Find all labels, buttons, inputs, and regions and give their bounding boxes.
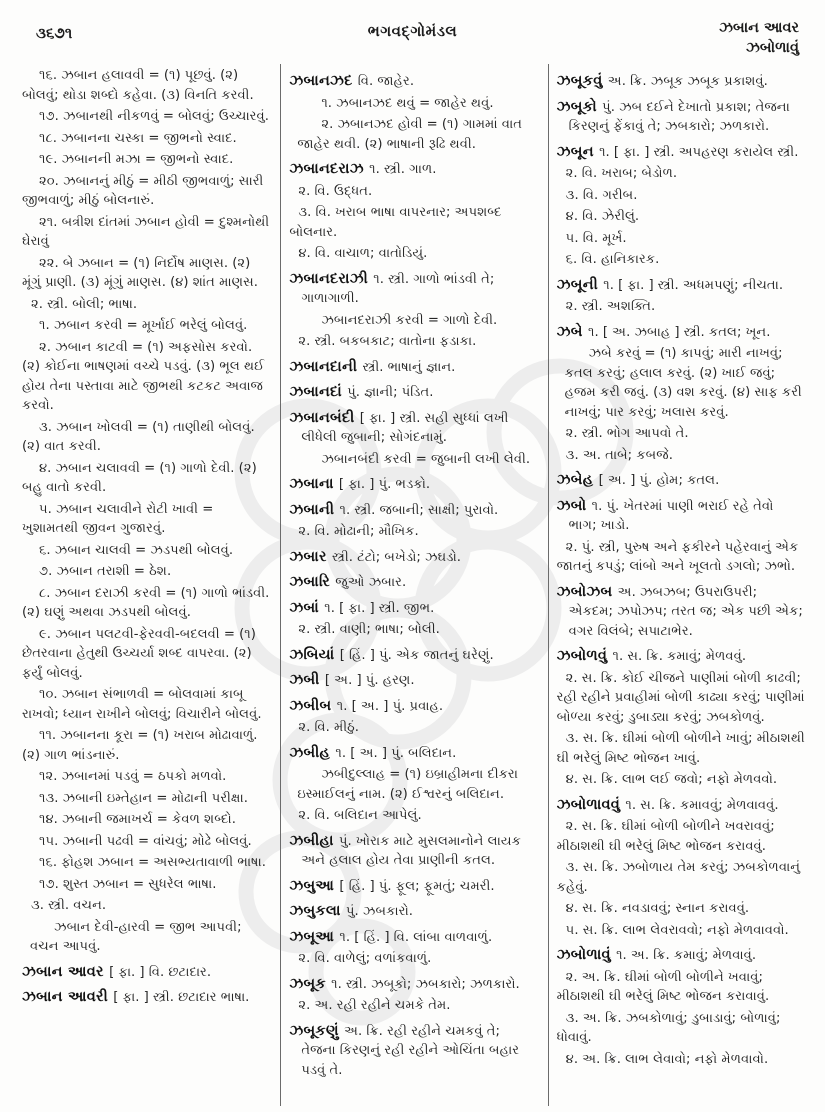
dictionary-line: ૧૬. ફોહશ ઝબાન = અસભ્યતાવાળી ભાષા. <box>39 855 266 870</box>
dictionary-line: ઝબાનદરાઝી કરવી = ગાળો દેવી. <box>321 312 498 328</box>
dictionary-line: ૪. સ. ક્રિ. લાભ લઈ જવો; નફો મેળવવો. <box>565 772 778 787</box>
headword: ઝબોળાવું <box>556 946 617 963</box>
dictionary-line: ૧૦. ઝબાન સંભાળવી = બોલવામાં કાબૂ રાખવો; ધ્યાન રાખીને બોલવું; વિચારીને બોલવું. <box>22 687 262 722</box>
headword: ઝબૂની <box>556 275 604 293</box>
dictionary-line: ૨૧. બત્રીશ દાંતમાં ઝબાન હોવી = દુશ્મનોથી ઘેરાવું <box>22 214 270 249</box>
dictionary-line: ૩. અ. ક્રિ. ઝબકોળાવું; ડુબાડાવું; બોળાવું; ધોવાવું. <box>556 1010 781 1045</box>
dictionary-entry: ઝબાનઝદ વિ. જાહેર. <box>289 72 415 89</box>
dictionary-line: ૪. વિ. ઝેરીલું. <box>565 209 640 224</box>
dictionary-line: ૨૨. બે ઝબાન = (૧) નિર્દોષ માણસ. (૨) મૂંગું પ્રાણી. (૩) મૂંગું માણસ. (૪) શાંત માણસ. <box>22 255 258 290</box>
dictionary-line: ૨. વિ. બલિદાન આપેલું. <box>298 808 422 823</box>
dictionary-line: ૧. ઝબાન કરવી = મૂર્ખાઈ ભરેલું બોલવું. <box>39 318 248 333</box>
dictionary-entry: ઝબીહા પું. ખોરાક માટે મુસલમાનોને લાયક અને હલાલ હોય તેવા પ્રાણીની કતલ. <box>289 831 521 868</box>
dictionary-line: ૧૪. ઝબાની જમાખર્ચ = કેવળ શબ્દો. <box>39 812 236 827</box>
headword: ઝબારિ <box>289 573 336 590</box>
dictionary-line: ૧૯. ઝબાનની મઝા = જીભનો સ્વાદ. <box>39 152 234 167</box>
dictionary-entry: ઝબાનદાની સ્ત્રી. ભાષાનું જ્ઞાન. <box>289 357 456 375</box>
dictionary-column <box>548 64 815 1106</box>
dictionary-line: ઝબીદુલ્લાહ = (૧) ઇબ્રાહીમના દીકરા ઇસ્માઈલનું નામ. (૨) ઈશ્વરનું બલિદાન. <box>297 767 518 802</box>
dictionary-entry: ઝબીહ ૧. [ અ. ] પું. બલિદાન. <box>289 743 457 761</box>
dictionary-line: ૨. વિ. ખરાબ; બેડોળ. <box>565 166 678 181</box>
dictionary-entry: ઝબુકલા પું. ઝબકારો. <box>289 902 413 919</box>
headword: ઝબાનદાં <box>289 383 348 400</box>
dictionary-entry: ઝબાન આવર [ ફા. ] વિ. છટાદાર. <box>22 962 212 980</box>
dictionary-line: ૧૩. ઝબાની ઇમ્તેહાન = મોઢાની પરીક્ષા. <box>39 790 248 806</box>
headword: ઝબોઝબ <box>556 582 618 600</box>
headword: ઝબીહ <box>289 743 336 761</box>
headword: ઝબિયાં <box>289 645 340 663</box>
headword: ઝબેહ <box>556 471 599 488</box>
dictionary-line: ઝબે કરવું = (૧) કાપવું; મારી નાખવું; કતલ કરવું; હલાલ કરવું. (૨) ખાઈ જવું; હજમ કરી જવું. (૩) વશ કરવું. (૪) સાફ કરી નાખવું; પાર કરવું; ખલાસ કરવું. <box>564 346 802 420</box>
headword: ઝબોળવું <box>556 647 613 664</box>
headword: ઝબી <box>289 671 325 688</box>
headword: ઝબુઆ <box>289 876 340 894</box>
dictionary-line: ૯. ઝબાન પલટવી-ફેરવવી-બદલવી = (૧) છેતરવાના હેતુથી ઉચ્ચર્યા શબ્દ વાપરવા. (૨) ફર્યું બોલવું. <box>22 626 256 681</box>
dictionary-line: ૧૬. ઝબાન હલાવવી = (૧) પૂછવું. (૨) બોલવું; થોડા શબ્દો કહેવા. (૩) વિનતિ કરવી. <box>22 68 254 103</box>
headword: ઝબાન આવરી <box>22 988 114 1005</box>
dictionary-line: ૪. અ. ક્રિ. લાભ લેવાવો; નફો મેળવાવો. <box>565 1051 769 1067</box>
dictionary-entry: ઝબેહ [ અ. ] પું. હોમ; કતલ. <box>556 471 720 488</box>
dictionary-column <box>280 64 547 1106</box>
page-number: ૩૬૭૧ <box>36 24 73 42</box>
dictionary-entry: ઝબૂની ૧. [ ફા. ] સ્ત્રી. અધમપણું; નીચતા. <box>556 275 784 293</box>
headword: ઝબાનદરાઝ <box>289 160 370 177</box>
dictionary-entry: ઝબૂકો પું. ઝબ દઈને દેખાતો પ્રકાશ; તેજના કિરણનું ફેંકાવું તે; ઝબકારો; ઝળકારો. <box>556 97 790 134</box>
headword: ઝબાની <box>289 500 340 518</box>
dictionary-entry: ઝબીબ ૧. [ અ. ] પું. પ્રવાહ. <box>289 696 444 714</box>
headword: ઝબાર <box>289 547 332 565</box>
dictionary-line: ૨૦. ઝબાનનું મીઠું = મીઠી જીભવાળું; સારી જીભવાળું; મીઠું બોલનારું. <box>22 173 264 208</box>
dictionary-line: ૨. વિ. વાળેલું; વળાંકવાળું. <box>298 951 432 966</box>
dictionary-line: ૧૭. ઝબાનથી નીકળવું = બોલવું; ઉચ્ચારવું. <box>39 109 269 124</box>
dictionary-line: ૩. સ. ક્રિ. ઘીમાં બોળી બોળીને ખાવું; મીઠાશથી ઘી ભરેલું મિષ્ટ ભોજન ખાવું. <box>556 731 805 766</box>
dictionary-line: ૩. સ્ત્રી. વચન. <box>31 898 107 913</box>
headword: ઝબાનબંદી <box>289 408 360 426</box>
dictionary-line: ૪. સ. ક્રિ. નવડાવવું; સ્નાન કરાવવું. <box>565 901 750 916</box>
dictionary-entry: ઝબોળાવવું ૧. સ. ક્રિ. કમાવવું; મેળવાવવું. <box>556 795 779 813</box>
dictionary-line: ૪. વિ. વાચાળ; વાતોડિયું. <box>298 246 428 261</box>
headword: ઝબાં <box>289 598 325 616</box>
dictionary-line: ૨. સ્ત્રી. વાણી; ભાષા; બોલી. <box>298 622 440 637</box>
dictionary-entry: ઝબોળાવું ૧. અ. ક્રિ. કમાવું; મેળવાવું. <box>556 946 757 963</box>
dictionary-entry: ઝબાનદરાઝી ૧. સ્ત્રી. ગાળો ભાંડવી તે; ગાળાગાળી. <box>289 269 495 306</box>
dictionary-line: ૩. વિ. ખરાબ ભાષા વાપરનાર; અપશબ્દ બોલનાર. <box>289 205 502 240</box>
dictionary-line: ૨. સ. ક્રિ. કોઈ ચીજને પાણીમાં બોળી કાઢવી; રહી રહીને પ્રવાહીમાં બોળી કાઢ્યા કરવું; પાણીમાં બોળ્યા કરવું; ડુબાડ્યા કરવું; ઝબકોળવું. <box>556 670 805 725</box>
dictionary-line: ૨. સ્ત્રી. બોલી; ભાષા. <box>31 296 138 312</box>
dictionary-entry: ઝબે ૧. [ અ. ઝબાહ ] સ્ત્રી. કતલ; ખૂન. <box>556 322 771 340</box>
dictionary-line: ૫. ઝબાન ચલાવીને રોટી ખાવી = ખુશામતથી જીવન ગુજારવું. <box>22 501 214 536</box>
dictionary-line: ૩. અ. તાબે; કબજે. <box>565 447 673 463</box>
dictionary-entry: ઝબૂન ૧. [ ફા. ] સ્ત્રી. અપહરણ કરાયેલ સ્ત્રી. <box>556 142 799 160</box>
dictionary-line: ૨. સ્ત્રી. અશક્તિ. <box>565 299 656 314</box>
book-title: ભગવદ્ગોમંડલ <box>367 22 458 40</box>
dictionary-line: ૨. ઝબાનઝદ હોવી = (૧) ગામમાં વાત જાહેર થવી. (૨) ભાષાની રૂઢિ થવી. <box>297 117 522 152</box>
dictionary-line: ૨. અ. ક્રિ. ઘીમાં બોળી બોળીને ખવાવું; મીઠાશથી ઘી ભરેલું મિષ્ટ ભોજન કરાવાવું. <box>556 969 770 1004</box>
dictionary-line: ૮. ઝબાન દરાઝી કરવી = (૧) ગાળો ભાંડવી. (૨) ઘણું અથવા ઝડપથી બોલવું. <box>22 585 270 620</box>
headword: ઝબૂઆ <box>289 927 340 945</box>
columns-container <box>14 64 815 1106</box>
dictionary-entry: ઝબાના [ ફા. ] પું. ભડકો. <box>289 475 431 492</box>
dictionary-line: ૨. ઝબાન કાટવી = (૧) અફસોસ કરવો. (૨) કોઈના ભાષણમાં વચ્ચે પડવું. (૩) ભૂલ થઈ હોય તેના પસ્તાવા માટે જીભથી કટકટ અવાજ કરવો. <box>22 339 265 413</box>
headword: ઝબુકલા <box>289 902 346 919</box>
headword: ઝબૂકો <box>556 97 603 115</box>
dictionary-entry: ઝબૂકણું અ. ક્રિ. રહી રહીને ચમકવું તે; તેજના કિરણનું રહી રહીને ઓચિંતા બહાર પડવું તે. <box>289 1021 520 1078</box>
headword: ઝબો <box>556 496 592 514</box>
headword: ઝબૂક <box>289 974 332 992</box>
dictionary-entry: ઝબારિ જુઓ ઝબાર. <box>289 573 407 590</box>
dictionary-line: ૩. સ. ક્રિ. ઝબોળાય તેમ કરવું; ઝબકોળવાનું કહેવું. <box>556 860 801 895</box>
dictionary-entry: ઝબોળવું ૧. સ. ક્રિ. કમાવું; મેળવવું. <box>556 647 747 664</box>
headword: ઝબોળાવવું <box>556 795 626 813</box>
headword: ઝબીહા <box>289 831 339 849</box>
dictionary-line: ૨. વિ. મોઢાની; મૌખિક. <box>298 524 419 539</box>
dictionary-line: ૪. ઝબાન ચલાવવી = (૧) ગાળો દેવી. (૨) બહુ વાતો કરવી. <box>22 460 257 495</box>
dictionary-line: ૧. ઝબાનઝદ થવું = જાહેર થવું. <box>321 95 494 111</box>
dictionary-line: ૩. ઝબાન ખોલવી = (૧) તાણીથી બોલવું. (૨) વાત કરવી. <box>22 419 255 454</box>
headword: ઝબાન આવર <box>22 962 110 980</box>
dictionary-entry: ઝબાનદરાઝ ૧. સ્ત્રી. ગાળ. <box>289 160 437 177</box>
dictionary-line: ૫. વિ. મૂર્ખ. <box>565 230 627 246</box>
headword: ઝબીબ <box>289 696 337 714</box>
dictionary-line: ૧૨. ઝબાનમાં પડવું = ઠપકો મળવો. <box>39 769 227 784</box>
dictionary-line: ૨. સ્ત્રી. ભોગ આપવો તે. <box>565 426 689 441</box>
dictionary-line: ૬. ઝબાન ચાલવી = ઝડપથી બોલવું. <box>39 542 234 558</box>
dictionary-entry: ઝબાર સ્ત્રી. ટંટો; બખેડો; ઝઘડો. <box>289 547 461 565</box>
dictionary-line: ૭. ઝબાન તરાશી = ઠેશ. <box>39 564 172 579</box>
running-head <box>0 0 825 62</box>
dictionary-line: ૨. વિ. મીઠું. <box>298 720 359 735</box>
dictionary-line: ૧૫. ઝબાની પઢવી = વાંચવું; મોઢે બોલવું. <box>39 833 252 849</box>
dictionary-entry: ઝબાનદાં પું. જ્ઞાની; પંડિત. <box>289 383 434 400</box>
dictionary-line: ૨. અ. રહી રહીને ચમકે તેમ. <box>298 998 451 1013</box>
guide-word-bottom: ઝબોળાવું <box>746 40 799 56</box>
dictionary-line: ૫. સ. ક્રિ. લાભ લેવરાવવો; નફો મેળવાવવો. <box>565 922 789 938</box>
dictionary-line: ઝબાન દેવી-હારવી = જીભ આપવી; વચન આપવું. <box>30 919 242 954</box>
dictionary-column <box>14 64 280 1106</box>
dictionary-entry: ઝબોઝબ અ. ઝબઝબ; ઉપરાઉપરી; એકદમ; ઝપોઝપ; તરત જ; એક પછી એક; વગર વિલંબે; સપાટાભેર. <box>556 582 803 639</box>
headword: ઝબૂન <box>556 142 600 160</box>
dictionary-entry: ઝબિયાં [ હિં. ] પું. એક જાતનું ઘરેણું. <box>289 645 494 663</box>
dictionary-line: ૨. સ. ક્રિ. ઘીમાં બોળી બોળીને ખવરાવવું; મીઠાશથી ઘી ભરેલું મિષ્ટ ભોજન કરાવવું. <box>556 819 775 854</box>
dictionary-entry: ઝબુઆ [ હિં. ] પું. ફૂલ; ફૂમતું; ચમરી. <box>289 876 495 894</box>
dictionary-line: ૩. વિ. ગરીબ. <box>565 187 638 203</box>
dictionary-entry: ઝબાની ૧. સ્ત્રી. જબાની; સાક્ષી; પુરાવો. <box>289 500 499 518</box>
guide-words <box>719 18 799 58</box>
dictionary-entry: ઝબૂક ૧. સ્ત્રી. ઝબૂકો; ઝબકારો; ઝળકારો. <box>289 974 520 992</box>
guide-word-top: ઝબાન આવર <box>719 20 799 36</box>
dictionary-entry: ઝબાનબંદી [ ફા. ] સ્ત્રી. સહી સુધ્ધાં લખી લીધેલી જુબાની; સોગંદનામું. <box>289 408 509 445</box>
headword: ઝબાનદરાઝી <box>289 269 374 287</box>
dictionary-entry: ઝબી [ અ. ] પું. હરણ. <box>289 671 415 688</box>
dictionary-entry: ઝબાન આવરી [ ફા. ] સ્ત્રી. છટાદાર ભાષા. <box>22 988 250 1005</box>
dictionary-entry: ઝબો ૧. પું. ખેતરમાં પાણી ભરાઈ રહે તેવો ભાગ; ખાડો. <box>556 496 774 533</box>
dictionary-entry: ઝબાં ૧. [ ફા. ] સ્ત્રી. જીભ. <box>289 598 435 616</box>
dictionary-line: ૧૧. ઝબાનના કૂરા = (૧) ખરાબ મોઢાવાળું. (૨) ગાળ ભાંડનારું. <box>22 728 258 763</box>
headword: ઝબાનઝદ <box>289 72 358 89</box>
dictionary-line: ૧૮. ઝબાનના ચસ્કા = જીભનો સ્વાદ. <box>39 130 237 146</box>
headword: ઝબૂકવું <box>556 72 608 89</box>
dictionary-line: ૨. વિ. ઉદ્ધત. <box>298 183 373 199</box>
dictionary-line: ૨. સ્ત્રી. બકબકાટ; વાતોના ફડાકા. <box>298 334 477 349</box>
dictionary-line: ૬. વિ. હાનિકારક. <box>565 252 660 267</box>
dictionary-line: ૧૭. શુસ્ત ઝબાન = સુધરેલ ભાષા. <box>39 876 217 892</box>
dictionary-line: ઝબાનબંદી કરવી = જુબાની લખી લેવી. <box>321 451 531 467</box>
dictionary-line: ૨. પું. સ્ત્રી, પુરુષ અને ફકીરને પહેરવાનું એક જાતનું કપડું; લાંબો અને ખૂલતો ડગલો; ઝભો. <box>556 539 799 574</box>
headword: ઝબાનદાની <box>289 357 363 375</box>
headword: ઝબાના <box>289 475 339 492</box>
dictionary-entry: ઝબૂઆ ૧. [ હિં. ] વિ. લાંબા વાળવાળું. <box>289 927 493 945</box>
headword: ઝબૂકણું <box>289 1021 345 1039</box>
dictionary-entry: ઝબૂકવું અ. ક્રિ. ઝબૂક ઝબૂક પ્રકાશવું. <box>556 72 768 89</box>
headword: ઝબે <box>556 322 588 340</box>
